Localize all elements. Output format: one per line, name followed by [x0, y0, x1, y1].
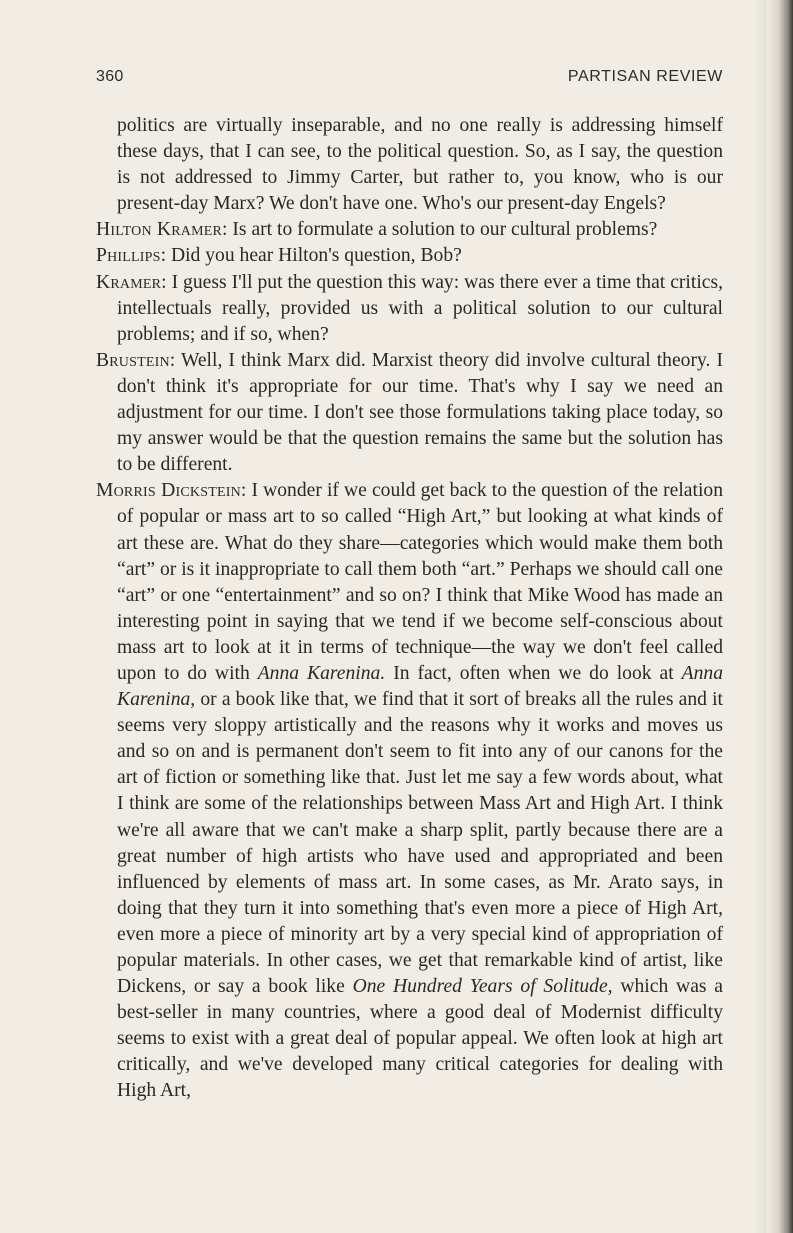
book-title: One Hundred Years of Solitude, [352, 976, 613, 998]
speaker-name: Morris Dickstein [96, 480, 241, 502]
page-gutter-shadow [753, 0, 767, 1233]
book-title: Anna Karenina. [257, 662, 386, 684]
paragraph-text: Well, I think Marx did. Marxist theory did involve cultural theory. I don't think it's appropriate for our time. That's why I say we need an adjustment for our time. I don't see those formulations taking place today, so my answer would be that the question remains the same but the solution has to be different. [117, 349, 723, 476]
page-body [96, 113, 723, 1105]
book-title: Anna Karenina, [117, 662, 723, 711]
running-head: PARTISAN REVIEW [567, 68, 723, 85]
paragraph-text: I wonder if we could get back to the question of the relation of popular or mass art to so called “High Art,” but looking at what kinds of art these are. What do they share—categories which would make them both “art” or is it inappropriate to call them both “art.” Perhaps we should call one “art” or one “entertainment” and so on? I think that Mike Wood has made an interesting point in saying that we tend if we become self-conscious about mass art to look at it in terms of technique—the way we don't feel called upon to do with [117, 480, 723, 684]
speaker-name: Brustein [96, 349, 170, 371]
speaker-name: Phillips [96, 245, 161, 267]
paragraph-text: I guess I'll put the question this way: was there ever a time that critics, intellectuals really, provided us with a political solution to our cultural problems; and if so, when? [117, 271, 723, 345]
dialogue-paragraph: Phillips: Did you hear Hilton's question, Bob? [96, 245, 462, 267]
page-edge [767, 0, 793, 1233]
dialogue-paragraph: Morris Dickstein: I wonder if we could get back to the question of the relation of popular or mass art to so called “High Art,” but looking at what kinds of art these are. What do they share—categories which would make them both “art” or is it inappropriate to call them both “art.” Perhaps we should call one “art” or one “entertainment” and so on? I think that Mike Wood has made an interesting point in saying that we tend if we become self-conscious about mass art to look at it in terms of technique—the way we don't feel called upon to do with Anna Karenina. In fact, often when we do look at Anna Karenina, or a book like that, we find that it sort of breaks all the rules and it seems very sloppy artistically and the reasons why it works and moves us and so on and is permanent don't seem to fit into any of our canons for the art of fiction or something like that. Just let me say a few words about, what I think are some of the relationships between Mass Art and High Art. I think we're all aware that we can't make a sharp split, partly because there are a great number of high artists who have used and appropriated and been influenced by elements of mass art. In some cases, as Mr. Arato says, in doing that they turn it into something that's even more a piece of High Art, even more a piece of minority art by a very special kind of appropriation of popular materials. In other cases, we get that remarkable kind of artist, like Dickens, or say a book like One Hundred Years of Solitude, which was a best-seller in many countries, where a good deal of Modernist difficulty seems to exist with a great deal of popular appeal. We often look at high art critically, and we've developed many critical categories for dealing with High Art, [96, 480, 724, 1102]
paragraph-text: In fact, often when we do look at [385, 662, 682, 684]
page-number: 360 [96, 68, 124, 85]
paragraph-text: Did you hear Hilton's question, Bob? [170, 245, 462, 267]
paragraph-text: or a book like that, we find that it sort of breaks all the rules and it seems very sloppy artistically and the reasons why it works and moves us and so on and is permanent don't seem to fit into any of our canons for the art of fiction or something like that. Just let me say a few words about, what I think are some of the relationships between Mass Art and High Art. I think we're all aware that we can't make a sharp split, partly because there are a great number of high artists who have used and appropriated and been influenced by elements of mass art. In some cases, as Mr. Arato says, in doing that they turn it into something that's even more a piece of High Art, even more a piece of minority art by a very special kind of appropriation of popular materials. In other cases, we get that remarkable kind of artist, like Dickens, or say a book like [117, 689, 723, 998]
speaker-name: Hilton Kramer [96, 219, 223, 241]
paragraph-text: politics are virtually inseparable, and no one really is addressing himself these days, that I can see, to the political question. So, as I say, the question is not addressed to Jimmy Carter, but rather to, you know, who is our present-day Marx? We don't have one. Who's our present-day Engels? [117, 115, 723, 215]
paragraph-text: Is art to formulate a solution to our cultural problems? [232, 219, 658, 241]
dialogue-paragraph: Brustein: Well, I think Marx did. Marxist theory did involve cultural theory. I don't think it's appropriate for our time. That's why I say we need an adjustment for our time. I don't see those formulations taking place today, so my answer would be that the question remains the same but the solution has to be different. [96, 349, 723, 476]
dialogue-paragraph: Kramer: I guess I'll put the question this way: was there ever a time that critics, intellectuals really, provided us with a political solution to our cultural problems; and if so, when? [96, 271, 723, 345]
dialogue-paragraph: Hilton Kramer: Is art to formulate a solution to our cultural problems? [96, 219, 658, 241]
page-header [96, 68, 723, 92]
paragraph-text: which was a best-seller in many countries, where a good deal of Modernist difficulty seems to exist with a great deal of popular appeal. We often look at high art critically, and we've developed many critical categories for dealing with High Art, [117, 976, 724, 1102]
paragraph-continuation [96, 113, 723, 217]
speaker-name: Kramer [96, 271, 162, 293]
